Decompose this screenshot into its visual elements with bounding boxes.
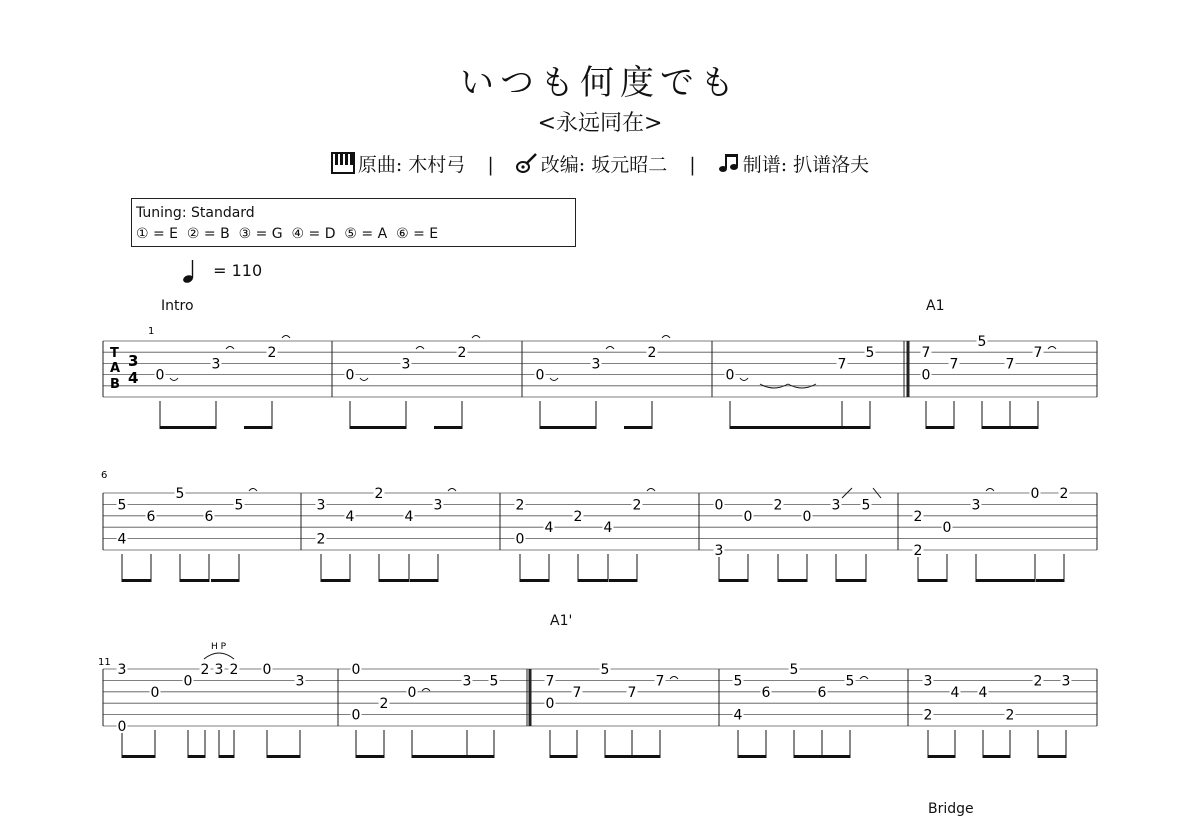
beam [466, 755, 494, 758]
slur [1048, 347, 1056, 350]
fret-number: 5 [600, 662, 610, 678]
tempo-value: = 110 [213, 261, 263, 280]
beam [578, 579, 608, 582]
fret-number: 7 [837, 356, 847, 373]
fret-number: 2 [200, 662, 210, 678]
fret-number: 3 [401, 356, 411, 373]
beam [719, 579, 748, 582]
beam [778, 579, 807, 582]
beam [356, 755, 384, 758]
fret-number: 0 [262, 662, 272, 678]
fret-number: 4 [404, 508, 414, 525]
section-label-a1-prime: A1' [550, 613, 573, 629]
fret-number: 2 [632, 497, 642, 514]
fret-number: 0 [351, 662, 361, 678]
fret-number: 0 [714, 497, 724, 514]
beam [982, 426, 1010, 429]
slur [170, 378, 178, 381]
slur [416, 347, 424, 350]
fret-number: 2 [1059, 486, 1069, 502]
beam [928, 755, 955, 758]
fret-number: 4 [544, 520, 554, 537]
fret-number: 6 [761, 684, 771, 701]
fret-number: 6 [146, 508, 156, 525]
song-title: いつも何度でも [460, 63, 740, 103]
fret-number: 3 [714, 543, 724, 559]
beam [609, 579, 637, 582]
beam [836, 579, 866, 582]
beam [122, 755, 155, 758]
fret-number: 2 [379, 696, 389, 713]
fret-number: 2 [647, 345, 657, 362]
beam [550, 755, 577, 758]
beam [1038, 755, 1066, 758]
slur [647, 489, 655, 492]
fret-number: 3 [971, 497, 981, 514]
section-label-intro: Intro [161, 298, 194, 314]
beam [1010, 426, 1038, 429]
tab-clef-b: B [110, 377, 120, 392]
fret-number: 7 [572, 684, 582, 701]
beam [926, 426, 954, 429]
slur [249, 489, 257, 492]
fret-number: 4 [117, 531, 127, 548]
fret-number: 0 [155, 367, 165, 384]
fret-number: 5 [845, 673, 855, 690]
slur [860, 677, 868, 680]
fret-number: 3 [831, 497, 841, 514]
fret-number: 7 [627, 684, 637, 701]
beam [738, 755, 766, 758]
slur [282, 336, 290, 339]
beam [267, 755, 300, 758]
slur [550, 378, 558, 381]
fret-number: 5 [977, 334, 987, 350]
fret-number: 6 [817, 684, 827, 701]
beam [842, 426, 870, 429]
song-subtitle: <永远同在> [537, 111, 663, 136]
hammer-pull-arc [204, 653, 234, 659]
fret-number: 0 [743, 508, 753, 525]
fret-number: 6 [204, 508, 214, 525]
fret-number: 0 [515, 531, 525, 548]
beam [379, 579, 409, 582]
fret-number: 5 [117, 497, 127, 514]
fret-number: 4 [345, 508, 355, 525]
beam [434, 426, 462, 429]
beam [321, 579, 350, 582]
beam [540, 426, 596, 429]
fret-number: 3 [462, 673, 472, 690]
beam [632, 755, 660, 758]
fret-number: 7 [921, 345, 931, 362]
credit-divider: | [689, 154, 696, 176]
fret-number: 5 [861, 497, 871, 514]
fret-number: 4 [733, 707, 743, 724]
fret-number: 7 [655, 673, 665, 690]
beam [624, 426, 652, 429]
slur [670, 677, 678, 680]
slur [662, 336, 670, 339]
fret-number: 5 [175, 486, 185, 502]
fret-number: 4 [603, 520, 613, 537]
beam [605, 755, 632, 758]
slur [986, 489, 994, 492]
tab-clef-a: A [110, 361, 121, 376]
fret-number: 0 [345, 367, 355, 384]
time-sig-bottom: 4 [128, 369, 139, 387]
slur [360, 378, 368, 381]
beam [520, 579, 549, 582]
fret-number: 5 [865, 345, 875, 362]
fret-number: 2 [1033, 673, 1043, 690]
fret-number: 7 [949, 356, 959, 373]
beam [188, 755, 205, 758]
beam [160, 426, 216, 429]
slur [606, 347, 614, 350]
beam [976, 579, 1035, 582]
fret-number: 0 [117, 719, 127, 735]
fret-number: 2 [913, 508, 923, 525]
fret-number: 0 [545, 696, 555, 713]
fret-number: 3 [214, 662, 224, 678]
fret-number: 3 [211, 356, 221, 373]
tuning-heading: Tuning: Standard [136, 205, 255, 221]
fret-number: 2 [573, 508, 583, 525]
credit-divider: | [487, 154, 494, 176]
fret-number: 7 [1033, 345, 1043, 362]
fret-number: 4 [978, 684, 988, 701]
beam [412, 755, 467, 758]
fret-number: 0 [942, 520, 952, 537]
fret-number: 2 [229, 662, 239, 678]
tab-clef-t: T [110, 346, 119, 361]
fret-number: 2 [773, 497, 783, 514]
fret-number: 0 [407, 684, 417, 701]
tuning-strings: ① = E ② = B ③ = G ④ = D ⑤ = A ⑥ = E [136, 226, 439, 242]
fret-number: 7 [545, 673, 555, 690]
fret-number: 0 [802, 508, 812, 525]
beam [730, 426, 842, 429]
beam [822, 755, 850, 758]
arranger-credit: 改编: 坂元昭二 [540, 154, 668, 176]
fret-number: 5 [234, 497, 244, 514]
fret-number: 3 [433, 497, 443, 514]
fret-number: 0 [535, 367, 545, 384]
beam [794, 755, 822, 758]
fret-number: 0 [921, 367, 931, 384]
beam [1036, 579, 1064, 582]
section-label-a1: A1 [926, 298, 945, 314]
fret-number: 0 [183, 673, 193, 690]
fret-number: 4 [950, 684, 960, 701]
fret-number: 7 [1005, 356, 1015, 373]
fret-number: 2 [267, 345, 277, 362]
fret-number: 2 [1005, 707, 1015, 724]
fret-number: 3 [1061, 673, 1071, 690]
beam [983, 755, 1010, 758]
beam [219, 755, 234, 758]
time-sig-top: 3 [128, 352, 139, 370]
tab-systems [103, 334, 1097, 758]
measure-number: 1 [148, 326, 155, 337]
fret-number: 2 [316, 531, 326, 548]
fret-number: 0 [351, 707, 361, 724]
beam [180, 579, 209, 582]
slur [740, 378, 748, 381]
slur [472, 336, 480, 339]
beam [350, 426, 406, 429]
fret-number: 2 [913, 543, 923, 559]
fret-number: 3 [117, 662, 127, 678]
composer-credit: 原曲: 木村弓 [357, 154, 466, 176]
fret-number: 3 [295, 673, 305, 690]
fret-number: 0 [150, 684, 160, 701]
measure-number: 11 [98, 657, 111, 668]
fret-number: 5 [733, 673, 743, 690]
fret-number: 2 [374, 486, 384, 502]
beam [918, 579, 947, 582]
beam [211, 579, 239, 582]
beam [244, 426, 272, 429]
section-label-bridge: Bridge [928, 801, 974, 817]
fret-number: 5 [489, 673, 499, 690]
fret-number: 3 [591, 356, 601, 373]
transcriber-credit: 制谱: 扒谱洛夫 [742, 154, 870, 176]
fret-number: 3 [923, 673, 933, 690]
measure-number: 6 [101, 470, 108, 481]
slur [422, 689, 430, 692]
hammer-pull-label: H P [211, 642, 227, 652]
fret-number: 2 [457, 345, 467, 362]
beam [410, 579, 438, 582]
fret-number: 3 [316, 497, 326, 514]
fret-number: 5 [789, 662, 799, 678]
beam [122, 579, 151, 582]
slur [448, 489, 456, 492]
fret-number: 0 [725, 367, 735, 384]
slur [226, 347, 234, 350]
fret-number: 0 [1030, 486, 1040, 502]
fret-number: 2 [515, 497, 525, 514]
fret-number: 2 [923, 707, 933, 724]
